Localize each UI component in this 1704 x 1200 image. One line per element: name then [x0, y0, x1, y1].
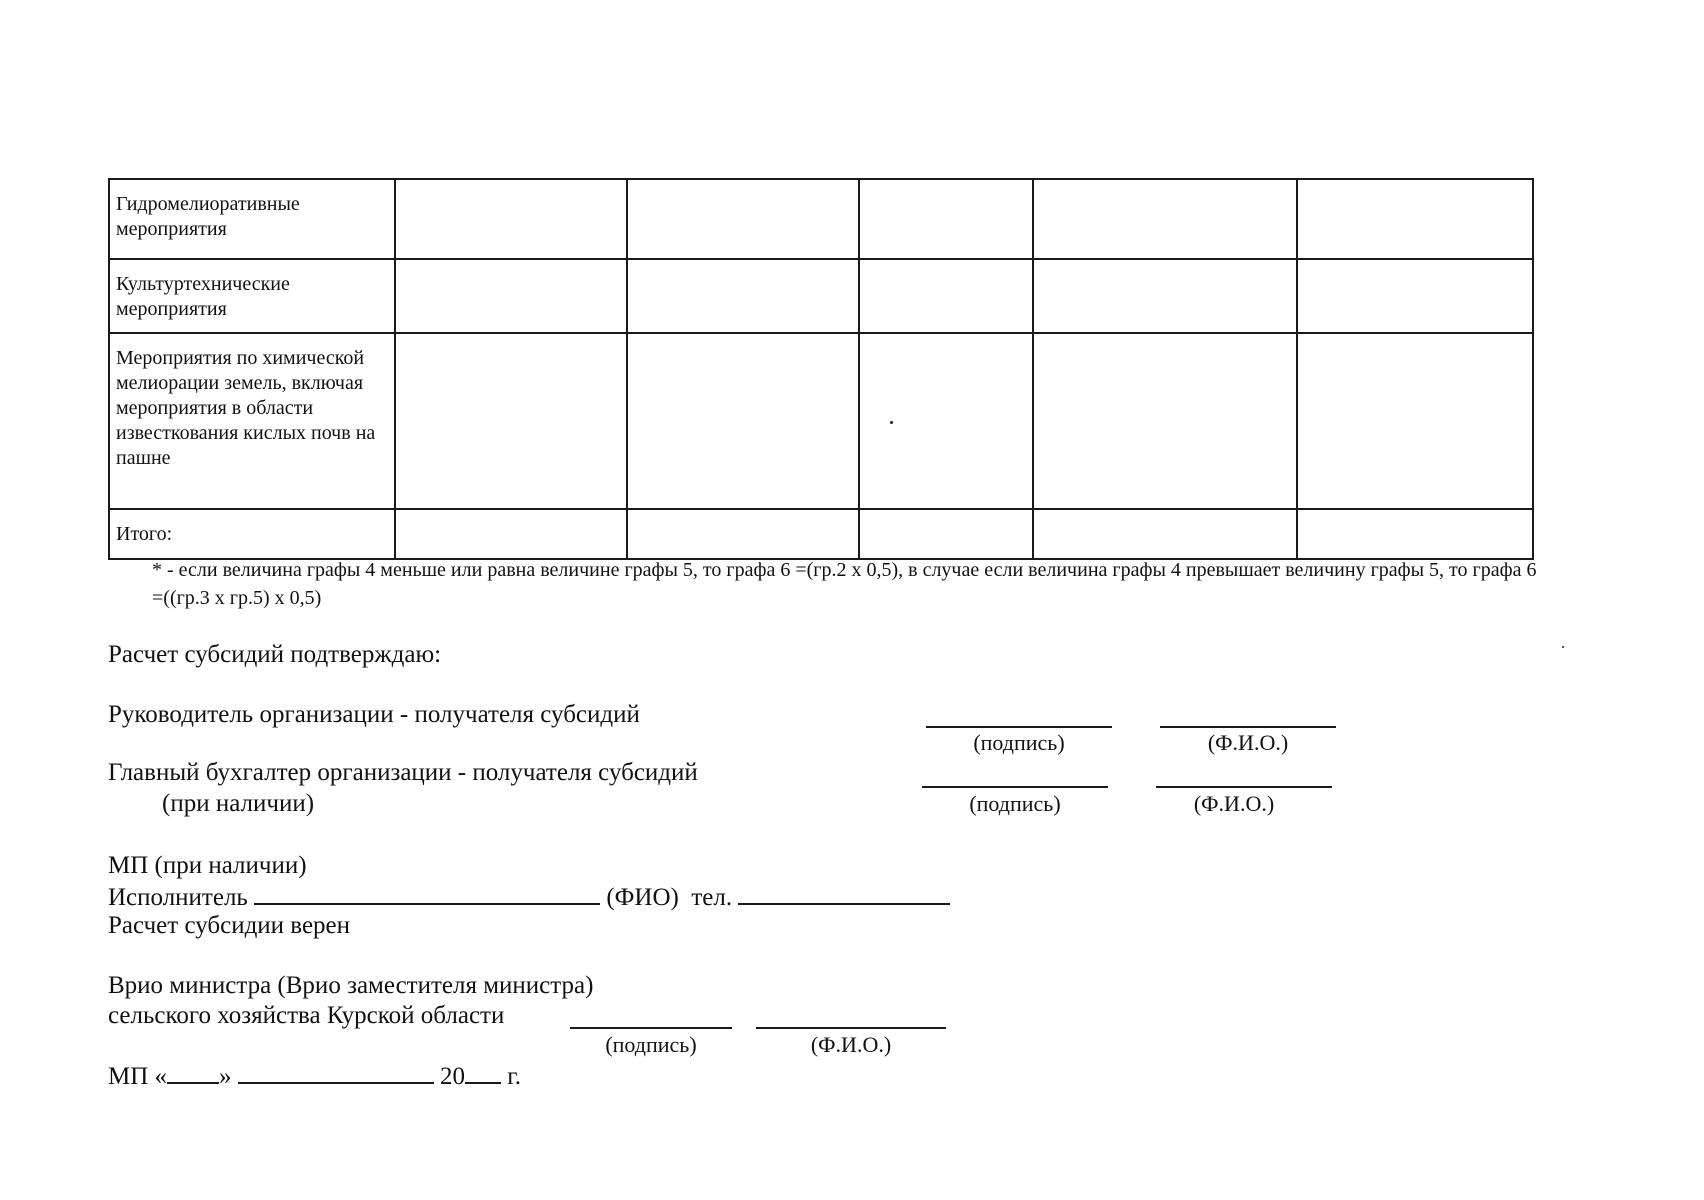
signature-caption: (подпись)	[973, 730, 1065, 755]
head-fio-line[interactable]	[1160, 726, 1336, 728]
table-cell	[1297, 509, 1533, 559]
confirm-label: Расчет субсидий подтверждаю:	[108, 641, 442, 668]
table-row	[109, 259, 1533, 333]
correct-label: Расчет субсидии верен	[108, 912, 351, 939]
accountant-signature-line[interactable]	[922, 786, 1108, 788]
table-cell	[859, 333, 1033, 509]
table-cell	[1297, 179, 1533, 259]
scan-speck	[890, 421, 893, 424]
table-row	[109, 509, 1533, 559]
date-prefix: МП «	[108, 1063, 168, 1090]
table-cell	[1033, 509, 1297, 559]
table-cell	[395, 179, 627, 259]
executor-tel: тел.	[691, 884, 733, 911]
minister-signature-line[interactable]	[570, 1027, 732, 1029]
head-signature-line[interactable]	[926, 726, 1112, 728]
table-cell	[627, 333, 859, 509]
row-name: Итого:	[109, 509, 395, 559]
table-cell	[859, 259, 1033, 333]
head-label: Руководитель организации - получателя субсидий	[108, 701, 640, 728]
accountant-fio-line[interactable]	[1156, 786, 1332, 788]
executor-fio: (ФИО)	[606, 884, 679, 911]
subsidy-table	[108, 178, 1534, 560]
executor-phone-line[interactable]	[738, 881, 950, 905]
accountant-note: (при наличии)	[162, 790, 315, 817]
fio-caption: (Ф.И.О.)	[1207, 730, 1289, 755]
date-month-line[interactable]	[238, 1060, 434, 1084]
table-row	[109, 179, 1533, 259]
table-cell	[395, 333, 627, 509]
table-cell	[1033, 333, 1297, 509]
minister-line-1: Врио министра (Врио заместителя министра)	[108, 972, 594, 999]
executor-name-line[interactable]	[254, 881, 600, 905]
date-day-line[interactable]	[167, 1060, 219, 1084]
fio-caption: (Ф.И.О.)	[1193, 791, 1275, 816]
table-cell	[395, 509, 627, 559]
table-cell	[1033, 259, 1297, 333]
scan-speck	[1562, 646, 1564, 648]
fio-caption: (Ф.И.О.)	[810, 1032, 892, 1057]
table-cell	[1297, 333, 1533, 509]
executor-row	[108, 881, 950, 913]
row-name: Мероприятия по химической мелиорации земель, включая мероприятия в области известкования кислых почв на пашне	[109, 333, 395, 509]
date-suffix: г.	[507, 1063, 521, 1090]
signature-caption: (подпись)	[605, 1032, 697, 1057]
table-row	[109, 333, 1533, 509]
row-name: Культуртехнические мероприятия	[109, 259, 395, 333]
minister-fio-line[interactable]	[756, 1027, 946, 1029]
date-quote-close: »	[219, 1063, 232, 1090]
date-year: 20	[440, 1063, 466, 1090]
minister-line-2: сельского хозяйства Курской области	[108, 1002, 505, 1029]
table-cell	[859, 509, 1033, 559]
date-row	[108, 1060, 521, 1092]
accountant-label: Главный бухгалтер организации - получателя субсидий	[108, 759, 698, 786]
table-cell	[627, 259, 859, 333]
stamp-label: МП (при наличии)	[108, 852, 307, 879]
table-cell	[1297, 259, 1533, 333]
table-cell	[627, 509, 859, 559]
table-cell	[1033, 179, 1297, 259]
table-cell	[395, 259, 627, 333]
signature-caption: (подпись)	[969, 791, 1061, 816]
footnote: * - если величина графы 4 меньше или равна величине графы 5, то графа 6 =(гр.2 х 0,5), в случае если величина графы 4 превышает величину графы 5, то графа 6 =((гр.3 х гр.5) х 0,5)	[152, 559, 1537, 609]
date-year-line[interactable]	[465, 1060, 501, 1084]
executor-label: Исполнитель	[108, 884, 248, 911]
table-cell	[859, 179, 1033, 259]
table-cell	[627, 179, 859, 259]
row-name: Гидромелиоративные мероприятия	[109, 179, 395, 259]
